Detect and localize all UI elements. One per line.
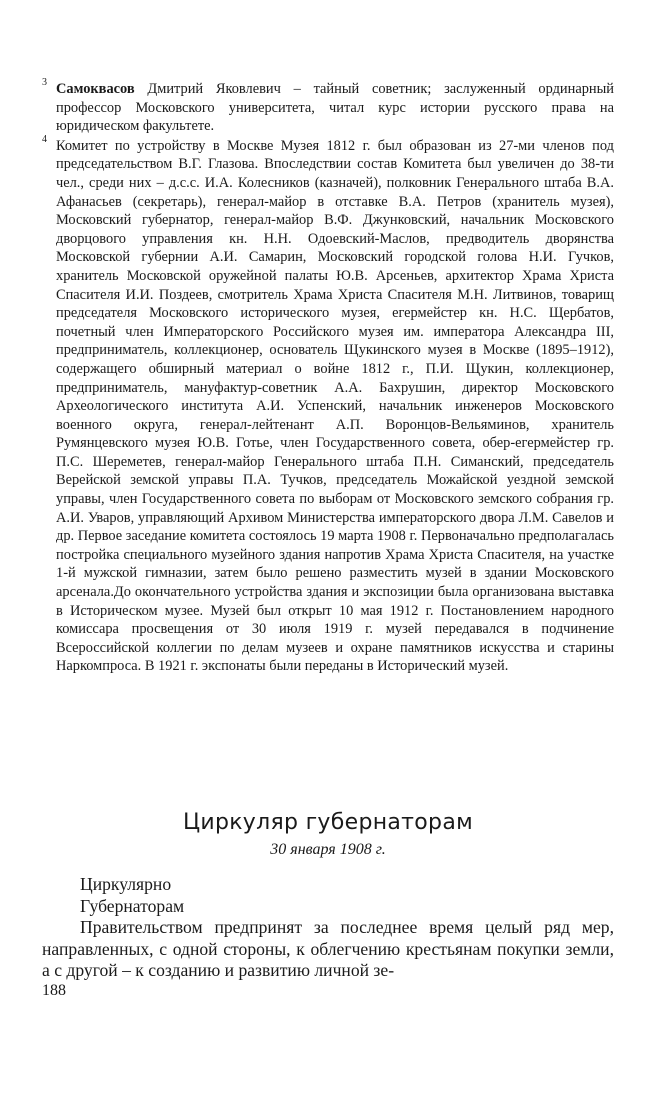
footnote-mark: 4: [42, 133, 47, 145]
footnote-person-name: Самоквасов: [56, 81, 135, 97]
footnotes: [42, 77, 614, 676]
page-number: 188: [42, 982, 66, 999]
salutation-line: Губернаторам: [80, 895, 185, 916]
salutation-line: Циркулярно: [80, 874, 172, 894]
document-date: 30 января 1908 г.: [270, 841, 386, 858]
footnote-3: [42, 77, 614, 136]
document-body: [42, 874, 614, 982]
footnote-4: [42, 133, 614, 676]
body-paragraph: Правительством предпринят за последнее время целый ряд мер, направленных, с одной стороны, к облегчению крестьянам покупки земли, а с другой – к созданию и развитию личной зе-: [42, 917, 614, 980]
document-title: Циркуляр губернаторам: [182, 810, 474, 835]
footnote-text: Дмитрий Яковлевич – тайный советник; заслуженный ординарный профессор Московского университета, читал курс истории русского права на юридическом факультете.: [56, 81, 614, 135]
footnote-text: Комитет по устройству в Москве Музея 1812 г. был образован из 27-ми членов под председательством В.Г. Глазова. Впоследствии состав Комитета был увеличен до 38-ти чел., среди них – д.с.с. И.А. Колесников (казначей), полковник Генерального штаба В.А. Афанасьев (секретарь), генерал-майор в отставке В.А. Петров (хранитель музея), Московский губернатор, генерал-майор В.Ф. Джунковский, начальник Московского дворцового управления кн. Н.Н. Одоевский-Маслов, предводитель дворянства Московской губернии А.И. Самарин, Московский городской голова Н.И. Гучков, хранитель Московской оружейной палаты Ю.В. Арсеньев, архитектор Храма Христа Спасителя И.И. Поздеев, смотритель Храма Христа Спасителя М.Н. Литвинов, товарищ председателя Московского исторического музея, егермейстер кн. Н.С. Щербатов, почетный член Императорского Российского музея им. императора Александра III, предприниматель, коллекционер, основатель Щукинского музея в Москве (1895–1912), содержащего обширный материал о войне 1812 г., П.И. Щукин, коллекционер, предприниматель, мануфактур-советник А.А. Бахрушин, директор Московского Археологического института А.И. Успенский, начальник инженеров Московского военного округа, генерал-лейтенант А.П. Воронцов-Вельяминов, хранитель Румянцевского музея Ю.В. Готье, член Государственного совета, обер-егермейстер гр. П.С. Шереметев, генерал-майор Генерального штаба П.Н. Симанский, председатель Верейской земской управы П.А. Тучков, председатель Можайской уездной земской управы, член Государственного совета по выборам от Московского земского собрания гр. А.И. Уваров, управляющий Архивом Министерства императорского двора Л.М. Савелов и др. Первое заседание комитета состоялось 19 марта 1908 г. Первоначально предполагалась постройка специального музейного здания напротив Храма Христа Спасителя, на участке 1-й мужской гимназии, затем было решено разместить музей в здании Московского арсенала.До окончательного устройства здания и экспозиции была организована выставка в Историческом музее. Музей был открыт 10 мая 1912 г. Постановлением народного комиссара просвещения от 30 июля 1919 г. музей передавался в подчинение Всероссийской коллегии по делам музеев и охране памятников искусства и старины Наркомпроса. В 1921 г. экспонаты были переданы в Исторический музей.: [56, 137, 614, 675]
footnote-mark: 3: [42, 77, 47, 88]
